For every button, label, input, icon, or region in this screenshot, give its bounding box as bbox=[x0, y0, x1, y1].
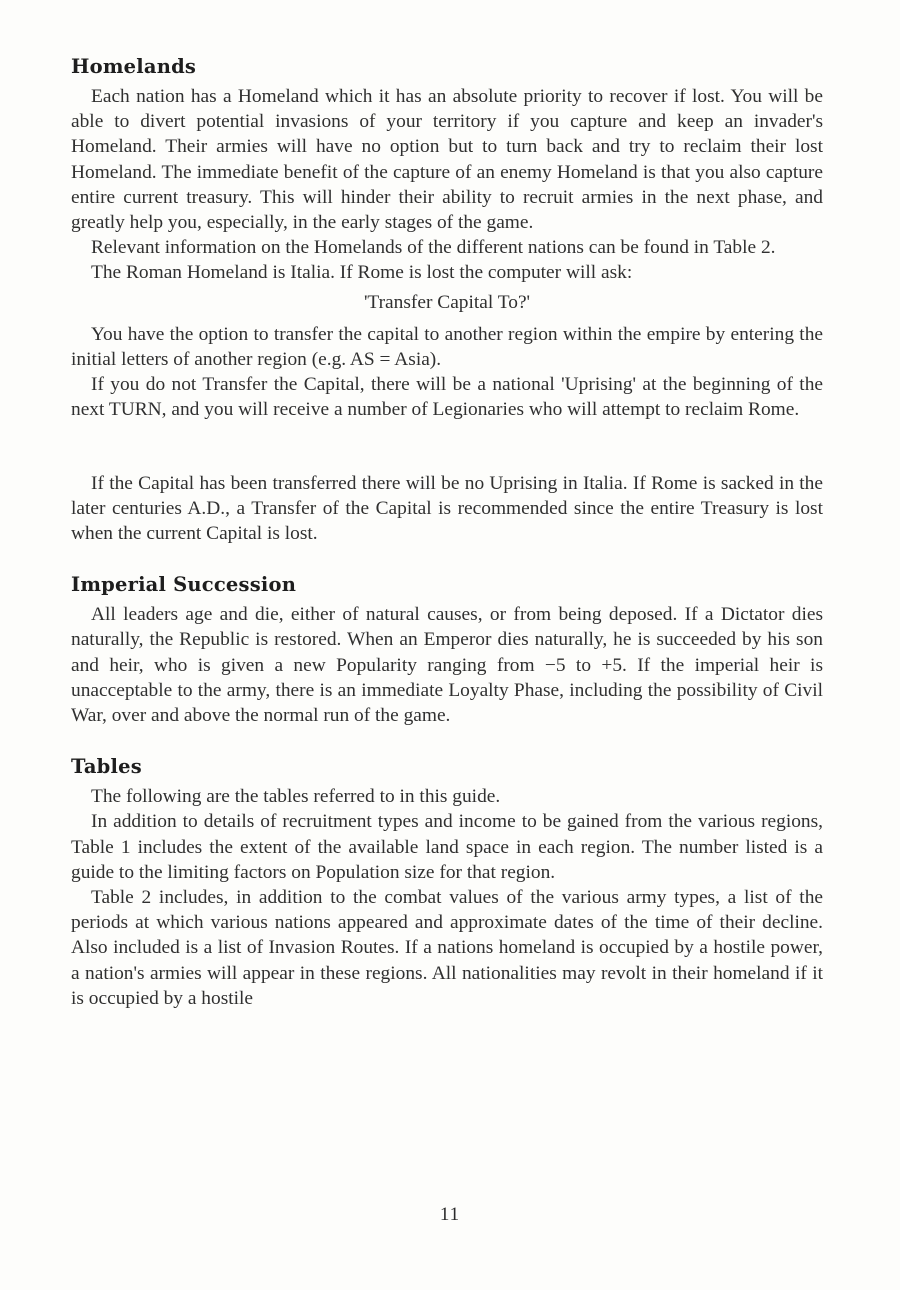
section-homelands bbox=[71, 52, 823, 546]
paragraph: Relevant information on the Homelands of the different nations can be found in Table 2. bbox=[91, 237, 776, 259]
paragraph: In addition to details of recruitment types and income to be gained from the various regions, Table 1 includes the extent of the available land space in each region. The number listed is a guide to the limiting factors on Population size for that region. bbox=[71, 811, 823, 883]
paragraph: If the Capital has been transferred there will be no Uprising in Italia. If Rome is sacked in the later centuries A.D., a Transfer of the Capital is recommended since the entire Treasury is lost when the current Capital is lost. bbox=[71, 472, 823, 545]
section-imperial-succession bbox=[71, 570, 823, 728]
paragraph: The Roman Homeland is Italia. If Rome is lost the computer will ask: bbox=[91, 262, 633, 284]
paragraph: If you do not Transfer the Capital, there will be a national 'Uprising' at the beginning of the next TURN, and you will receive a number of Legionaries who will attempt to reclaim Rome. bbox=[71, 374, 823, 421]
paragraph: The following are the tables referred to in this guide. bbox=[91, 786, 501, 808]
heading-homelands: Homelands bbox=[71, 55, 197, 78]
page-number: 11 bbox=[439, 1204, 461, 1225]
paragraph: You have the option to transfer the capital to another region within the empire by entering the initial letters of another region (e.g. AS = Asia). bbox=[71, 323, 823, 371]
page-body bbox=[71, 52, 823, 1011]
quoted-prompt: 'Transfer Capital To?' bbox=[363, 291, 531, 313]
heading-imperial-succession: Imperial Succession bbox=[71, 573, 297, 597]
paragraph: Table 2 includes, in addition to the combat values of the various army types, a list of the periods at which various nations appeared and approximate dates of the time of their decline. Also included is a list of Invasion Routes. If a nations homeland is occupied by a hostile power, a nation's armies will appear in these regions. All nationalities may revolt in their homeland if it is occupied by a hostile bbox=[71, 887, 823, 1009]
paragraph: All leaders age and die, either of natural causes, or from being deposed. If a Dictator dies naturally, the Republic is restored. When an Emperor dies naturally, he is succeeded by his son and heir, who is given a new Popularity ranging from −5 to +5. If the imperial heir is unacceptable to the army, there is an immediate Loyalty Phase, including the possibility of Civil War, over and above the normal run of the game. bbox=[71, 604, 823, 727]
section-tables bbox=[71, 752, 823, 1011]
heading-tables: Tables bbox=[71, 755, 142, 779]
paragraph: Each nation has a Homeland which it has an absolute priority to recover if lost. You will be able to divert potential invasions of your territory if you capture and keep an invader's Homeland. Their armies will have no option but to turn back and try to reclaim their lost Homeland. The immediate benefit of the capture of an enemy Homeland is that you also capture entire current treasury. This will hinder their ability to recruit armies in the next phase, and greatly help you, especially, in the early stages of the game. bbox=[71, 86, 823, 234]
